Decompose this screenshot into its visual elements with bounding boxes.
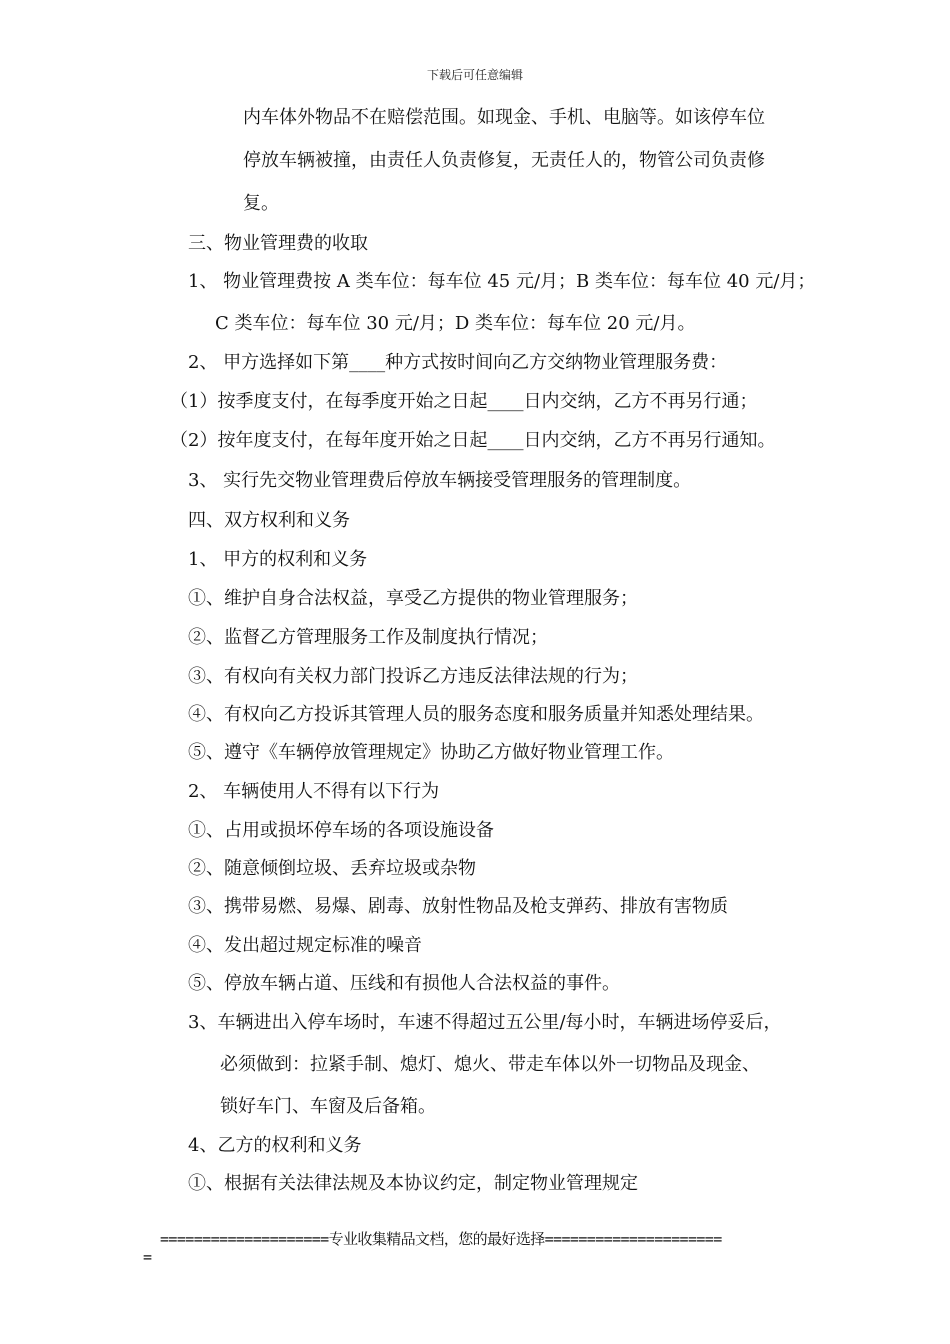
list-item: ①、占用或损坏停车场的各项设施设备	[188, 820, 494, 841]
list-item: ②、监督乙方管理服务工作及制度执行情况；	[188, 627, 548, 648]
list-item: ②、随意倾倒垃圾、丢弃垃圾或杂物	[188, 858, 476, 879]
text-line: C 类车位：每车位 30 元/月；D 类车位：每车位 20 元/月。	[215, 313, 696, 334]
text-line: 4、乙方的权利和义务	[188, 1135, 362, 1156]
list-item: ⑤、遵守《车辆停放管理规定》协助乙方做好物业管理工作。	[188, 742, 674, 763]
text-line: 停放车辆被撞，由责任人负责修复，无责任人的，物管公司负责修	[243, 150, 765, 171]
text-line: （1）按季度支付，在每季度开始之日起____日内交纳，乙方不再另行通；	[170, 391, 758, 412]
text-line: 复。	[243, 193, 279, 214]
page-footer-continuation: =	[143, 1248, 153, 1266]
text-line: （2）按年度支付，在每年度开始之日起____日内交纳，乙方不再另行通知。	[170, 430, 776, 451]
list-item: ④、有权向乙方投诉其管理人员的服务态度和服务质量并知悉处理结果。	[188, 704, 764, 725]
text-line: 3、车辆进出入停车场时，车速不得超过五公里/每小时，车辆进场停妥后，	[188, 1012, 782, 1033]
section-heading: 三、物业管理费的收取	[188, 233, 368, 254]
list-item: ①、维护自身合法权益，享受乙方提供的物业管理服务；	[188, 588, 638, 609]
text-line: 锁好车门、车窗及后备箱。	[220, 1096, 436, 1117]
text-line: 2、 甲方选择如下第____种方式按时间向乙方交纳物业管理服务费：	[188, 352, 728, 373]
list-item: ①、根据有关法律法规及本协议约定，制定物业管理规定	[188, 1173, 638, 1194]
text-line: 2、 车辆使用人不得有以下行为	[188, 781, 440, 802]
list-item: ③、携带易燃、易爆、剧毒、放射性物品及枪支弹药、排放有害物质	[188, 896, 728, 917]
text-line: 1、 物业管理费按 A 类车位：每车位 45 元/月；B 类车位：每车位 40 元/月；	[188, 271, 816, 292]
list-item: ③、有权向有关权力部门投诉乙方违反法律法规的行为；	[188, 666, 638, 687]
text-line: 必须做到：拉紧手制、熄灯、熄火、带走车体以外一切物品及现金、	[220, 1054, 760, 1075]
text-line: 内车体外物品不在赔偿范围。如现金、手机、电脑等。如该停车位	[243, 107, 765, 128]
text-line: 1、 甲方的权利和义务	[188, 549, 368, 570]
page-header: 下载后可任意编辑	[426, 68, 523, 82]
list-item: ④、发出超过规定标准的噪音	[188, 935, 422, 956]
list-item: ⑤、停放车辆占道、压线和有损他人合法权益的事件。	[188, 973, 620, 994]
page-footer: ====================专业收集精品文档，您的最好选择=====================	[160, 1230, 722, 1248]
section-heading: 四、双方权利和义务	[188, 510, 350, 531]
text-line: 3、 实行先交物业管理费后停放车辆接受管理服务的管理制度。	[188, 470, 692, 491]
